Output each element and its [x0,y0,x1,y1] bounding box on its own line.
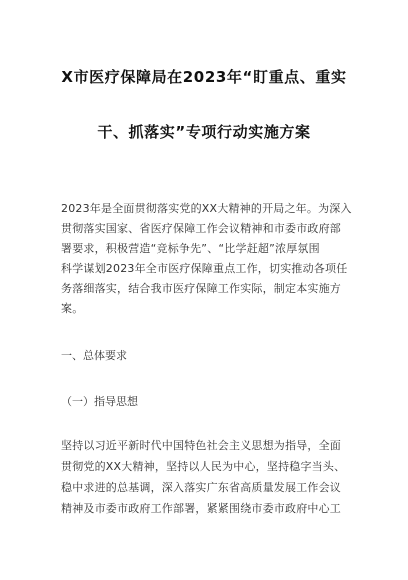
guiding-paragraph-line: 贯彻党的XX大精神，坚持以人民为中心，坚持稳字当头、 [61,460,346,473]
document-title-line-1: X市医疗保障局在2023年“盯重点、重实 [61,68,347,86]
intro-paragraph-line: 署要求，积极营造“竞标争先”、“比学赶超”浓厚氛围 [61,242,320,255]
intro-paragraph-line: 务落细落实，结合我市医疗保障工作实际，制定本实施方 [61,282,341,295]
subsection-heading: （一）指导思想 [61,395,138,408]
guiding-paragraph-line: 精神及市委市政府工作部署，紧紧围绕市委市政府中心工 [61,502,341,515]
document-title-line-2: 干、抓落实”专项行动实施方案 [97,123,311,141]
section-heading: 一、总体要求 [61,349,127,362]
intro-paragraph-line: 科学谋划2023年全市医疗保障重点工作，切实推动各项任 [61,262,348,275]
intro-paragraph-line: 案。 [61,302,84,315]
intro-paragraph-line: 2023年是全面贯彻落实党的XX大精神的开局之年。为深入 [61,202,352,215]
guiding-paragraph-line: 稳中求进的总基调，深入落实广东省高质量发展工作会议 [61,481,341,494]
intro-paragraph-line: 贯彻落实国家、省医疗保障工作会议精神和市委市政府部 [61,222,341,235]
guiding-paragraph-line: 坚持以习近平新时代中国特色社会主义思想为指导，全面 [61,439,341,452]
